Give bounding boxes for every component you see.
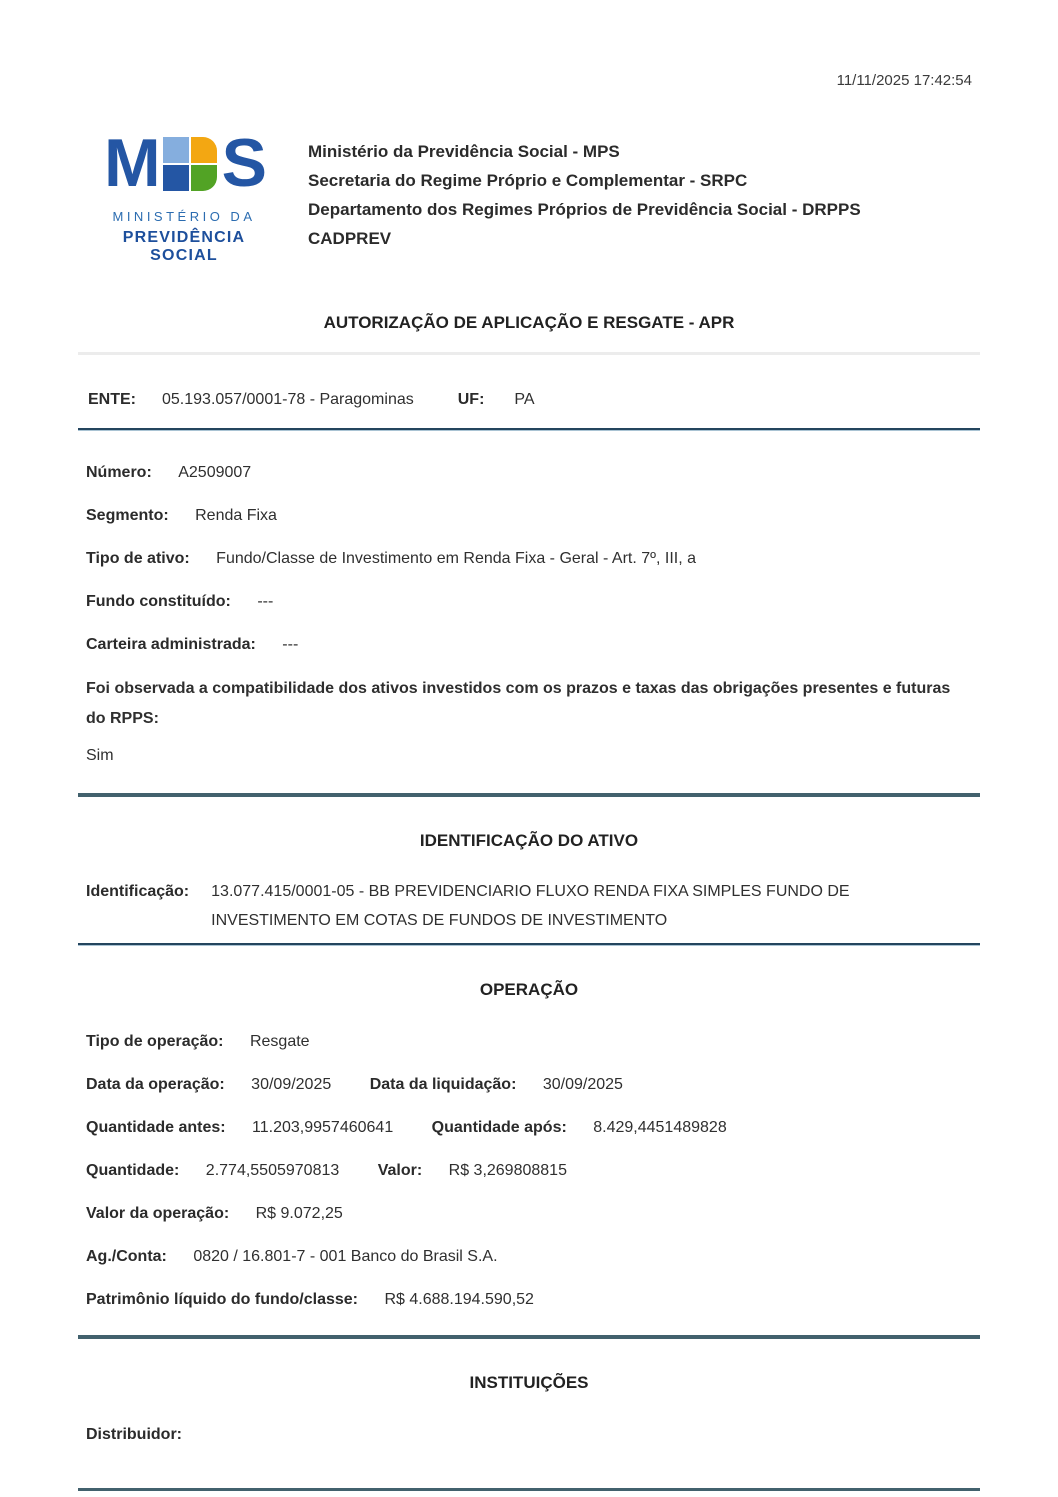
- field-distribuidor: [86, 1425, 980, 1444]
- mps-logo: [88, 125, 280, 265]
- fundo-constituido-label: Fundo constituído:: [86, 593, 231, 610]
- field-patrimonio: [86, 1290, 980, 1309]
- org-line-cadprev: CADPREV: [308, 229, 392, 248]
- field-ag-conta: [86, 1247, 980, 1266]
- segmento-label: Segmento:: [86, 507, 169, 524]
- numero-value: A2509007: [178, 464, 252, 481]
- tipo-ativo-label: Tipo de ativo:: [86, 550, 190, 567]
- section-title-instituicoes: INSTITUIÇÕES: [469, 1373, 589, 1392]
- uf-label: UF:: [457, 391, 485, 408]
- divider-before-operacao: [78, 943, 980, 946]
- data-operacao-value: 30/09/2025: [251, 1076, 332, 1093]
- org-header-lines: [308, 135, 861, 265]
- field-quantidades-antes-apos: [86, 1118, 980, 1137]
- carteira-label: Carteira administrada:: [86, 636, 256, 653]
- ag-conta-value: 0820 / 16.801-7 - 001 Banco do Brasil S.A.: [193, 1248, 498, 1265]
- divider-before-instituicoes: [78, 1335, 980, 1339]
- org-line-secretaria: Secretaria do Regime Próprio e Complementar - SRPC: [308, 171, 748, 190]
- logo-subtitle-1: MINISTÉRIO DA: [112, 209, 256, 224]
- divider-before-identificacao: [78, 793, 980, 797]
- data-liquidacao-value: 30/09/2025: [542, 1076, 623, 1093]
- field-numero: [86, 463, 980, 482]
- logo-square-orange: [191, 137, 217, 163]
- field-carteira-administrada: [86, 635, 980, 654]
- quantidade-value: 2.774,5505970813: [205, 1162, 340, 1179]
- segmento-value: Renda Fixa: [195, 507, 277, 524]
- ag-conta-label: Ag./Conta:: [86, 1248, 167, 1265]
- valor-operacao-label: Valor da operação:: [86, 1205, 230, 1222]
- field-fundo-constituido: [86, 592, 980, 611]
- section-title-operacao: OPERAÇÃO: [479, 980, 579, 999]
- mps-logo-mark: [88, 125, 280, 201]
- carteira-value: ---: [282, 636, 299, 653]
- print-timestamp: 11/11/2025 17:42:54: [836, 72, 972, 89]
- compatibilidade-value: Sim: [86, 747, 114, 764]
- identificacao-label: Identificação:: [86, 883, 190, 900]
- general-fields: [78, 431, 980, 765]
- ente-row: [78, 391, 980, 409]
- data-liquidacao-label: Data da liquidação:: [369, 1076, 517, 1093]
- field-quantidade-valor: [86, 1161, 980, 1180]
- uf-value: PA: [514, 391, 535, 408]
- bottom-divider: [78, 1488, 980, 1491]
- section-title-identificacao: IDENTIFICAÇÃO DO ATIVO: [419, 831, 639, 850]
- quantidade-apos-label: Quantidade após:: [431, 1119, 567, 1136]
- identificacao-value: 13.077.415/0001-05 - BB PREVIDENCIARIO FLUXO RENDA FIXA SIMPLES FUNDO DE INVESTIMENTO EM COTAS DE FUNDOS DE INVESTIMENTO: [211, 883, 850, 929]
- logo-square-lightblue: [163, 137, 189, 163]
- fundo-constituido-value: ---: [257, 593, 274, 610]
- quantidade-apos-value: 8.429,4451489828: [593, 1119, 727, 1136]
- instituicoes-fields: [78, 1393, 980, 1444]
- valor-operacao-value: R$ 9.072,25: [255, 1205, 343, 1222]
- compatibilidade-label: Foi observada a compatibilidade dos ativos investidos com os prazos e taxas das obrigações presentes e futuras do RPPS:: [86, 680, 951, 727]
- patrimonio-label: Patrimônio líquido do fundo/classe:: [86, 1291, 359, 1308]
- logo-square-darkblue: [163, 165, 189, 191]
- distribuidor-label: Distribuidor:: [86, 1426, 182, 1443]
- org-line-departamento: Departamento dos Regimes Próprios de Previdência Social - DRPPS: [308, 200, 861, 219]
- field-tipo-operacao: [86, 1032, 980, 1051]
- org-line-ministry: Ministério da Previdência Social - MPS: [308, 142, 620, 161]
- document-title: AUTORIZAÇÃO DE APLICAÇÃO E RESGATE - APR: [323, 313, 735, 332]
- operacao-fields: [78, 1000, 980, 1309]
- field-identificacao: [78, 877, 980, 935]
- ente-label: ENTE:: [88, 391, 136, 408]
- patrimonio-value: R$ 4.688.194.590,52: [384, 1291, 534, 1308]
- valor-value: R$ 3,269808815: [448, 1162, 567, 1179]
- numero-label: Número:: [86, 464, 152, 481]
- field-tipo-ativo: [86, 549, 980, 568]
- field-segmento: [86, 506, 980, 525]
- tipo-operacao-label: Tipo de operação:: [86, 1033, 224, 1050]
- tipo-ativo-value: Fundo/Classe de Investimento em Renda Fixa - Geral - Art. 7º, III, a: [216, 550, 696, 567]
- logo-letter-s: S: [221, 125, 264, 201]
- divider-under-title: [78, 352, 980, 355]
- quantidade-antes-label: Quantidade antes:: [86, 1119, 226, 1136]
- field-valor-operacao: [86, 1204, 980, 1223]
- quantidade-antes-value: 11.203,9957460641: [252, 1119, 394, 1136]
- logo-subtitle-2: PREVIDÊNCIA SOCIAL: [122, 229, 246, 264]
- field-datas: [86, 1075, 980, 1094]
- brand-header: [88, 125, 980, 265]
- ente-value: 05.193.057/0001-78 - Paragominas: [162, 391, 414, 408]
- tipo-operacao-value: Resgate: [249, 1033, 310, 1050]
- logo-squares-icon: [163, 137, 219, 197]
- data-operacao-label: Data da operação:: [86, 1076, 225, 1093]
- logo-square-green: [191, 165, 217, 191]
- logo-letter-m: M: [103, 125, 158, 201]
- quantidade-label: Quantidade:: [86, 1162, 180, 1179]
- valor-label: Valor:: [377, 1162, 423, 1179]
